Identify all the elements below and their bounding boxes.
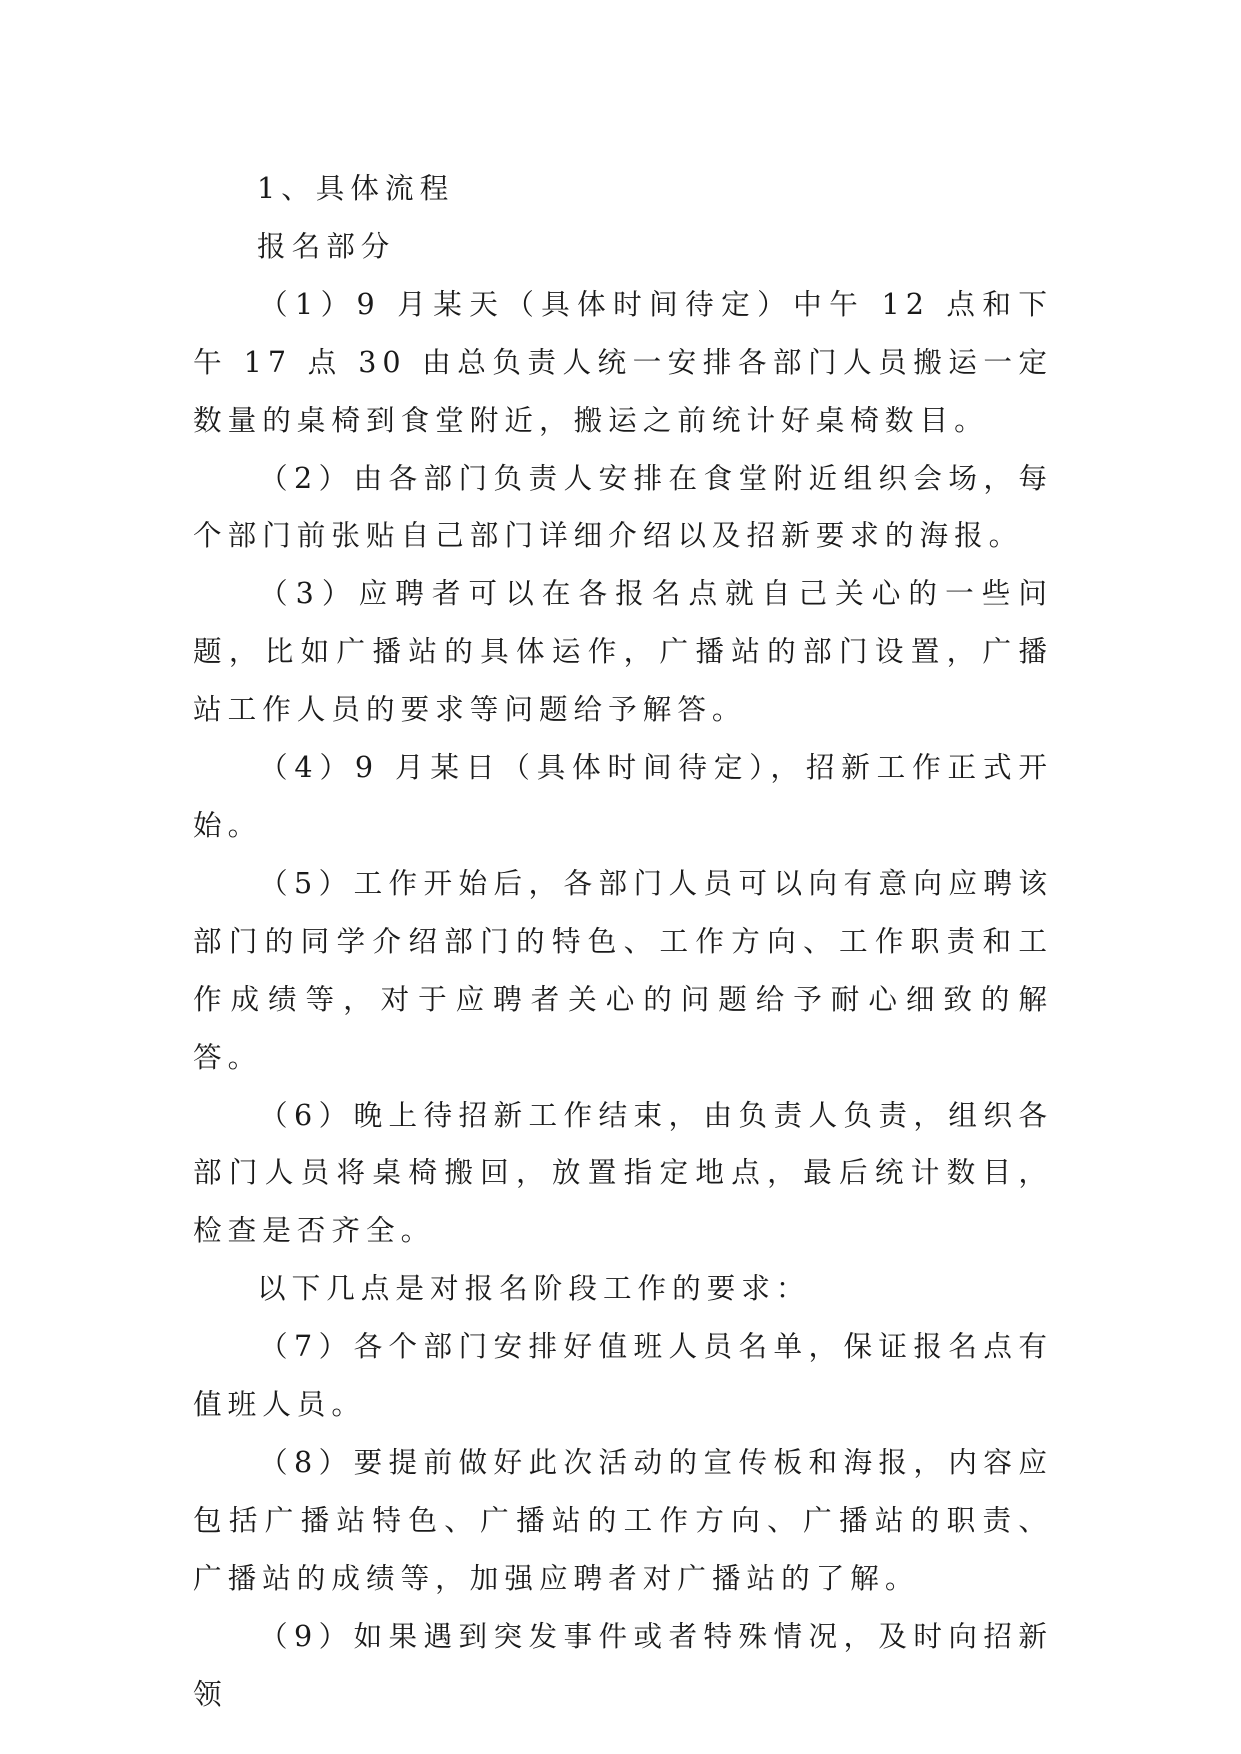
paragraph-item-1: （1）9 月某天（具体时间待定）中午 12 点和下午 17 点 30 由总负责人统一安排各部门人员搬运一定数量的桌椅到食堂附近，搬运之前统计好桌椅数目。 — [193, 286, 1053, 437]
paragraph-item-2: （2）由各部门负责人安排在食堂附近组织会场，每个部门前张贴自己部门详细介绍以及招新要求的海报。 — [193, 460, 1053, 553]
paragraph-item-4: （4）9 月某日（具体时间待定），招新工作正式开始。 — [193, 750, 1053, 842]
section-heading: 1、具体流程 — [257, 171, 455, 205]
requirement-item-8: （8）要提前做好此次活动的宣传板和海报，内容应包括广播站特色、广播站的工作方向、广播站的职责、广播站的成绩等，加强应聘者对广播站的了解。 — [193, 1444, 1053, 1595]
sub-heading: 报名部分 — [257, 228, 396, 263]
paragraph-item-5: （5）工作开始后，各部门人员可以向有意向应聘该部门的同学介绍部门的特色、工作方向、工作职责和工作成绩等，对于应聘者关心的问题给予耐心细致的解答。 — [193, 865, 1053, 1074]
paragraph-item-6: （6）晚上待招新工作结束，由负责人负责，组织各部门人员将桌椅搬回，放置指定地点，最后统计数目，检查是否齐全。 — [193, 1097, 1053, 1248]
requirement-item-7: （7）各个部门安排好值班人员名单，保证报名点有值班人员。 — [193, 1329, 1053, 1422]
paragraph-item-3: （3）应聘者可以在各报名点就自己关心的一些问题，比如广播站的具体运作，广播站的部门设置，广播站工作人员的要求等问题给予解答。 — [193, 576, 1053, 727]
requirement-item-9: （9）如果遇到突发事件或者特殊情况，及时向招新领 — [193, 1618, 1053, 1711]
requirements-intro: 以下几点是对报名阶段工作的要求： — [257, 1271, 811, 1306]
document-body — [193, 160, 1053, 1723]
